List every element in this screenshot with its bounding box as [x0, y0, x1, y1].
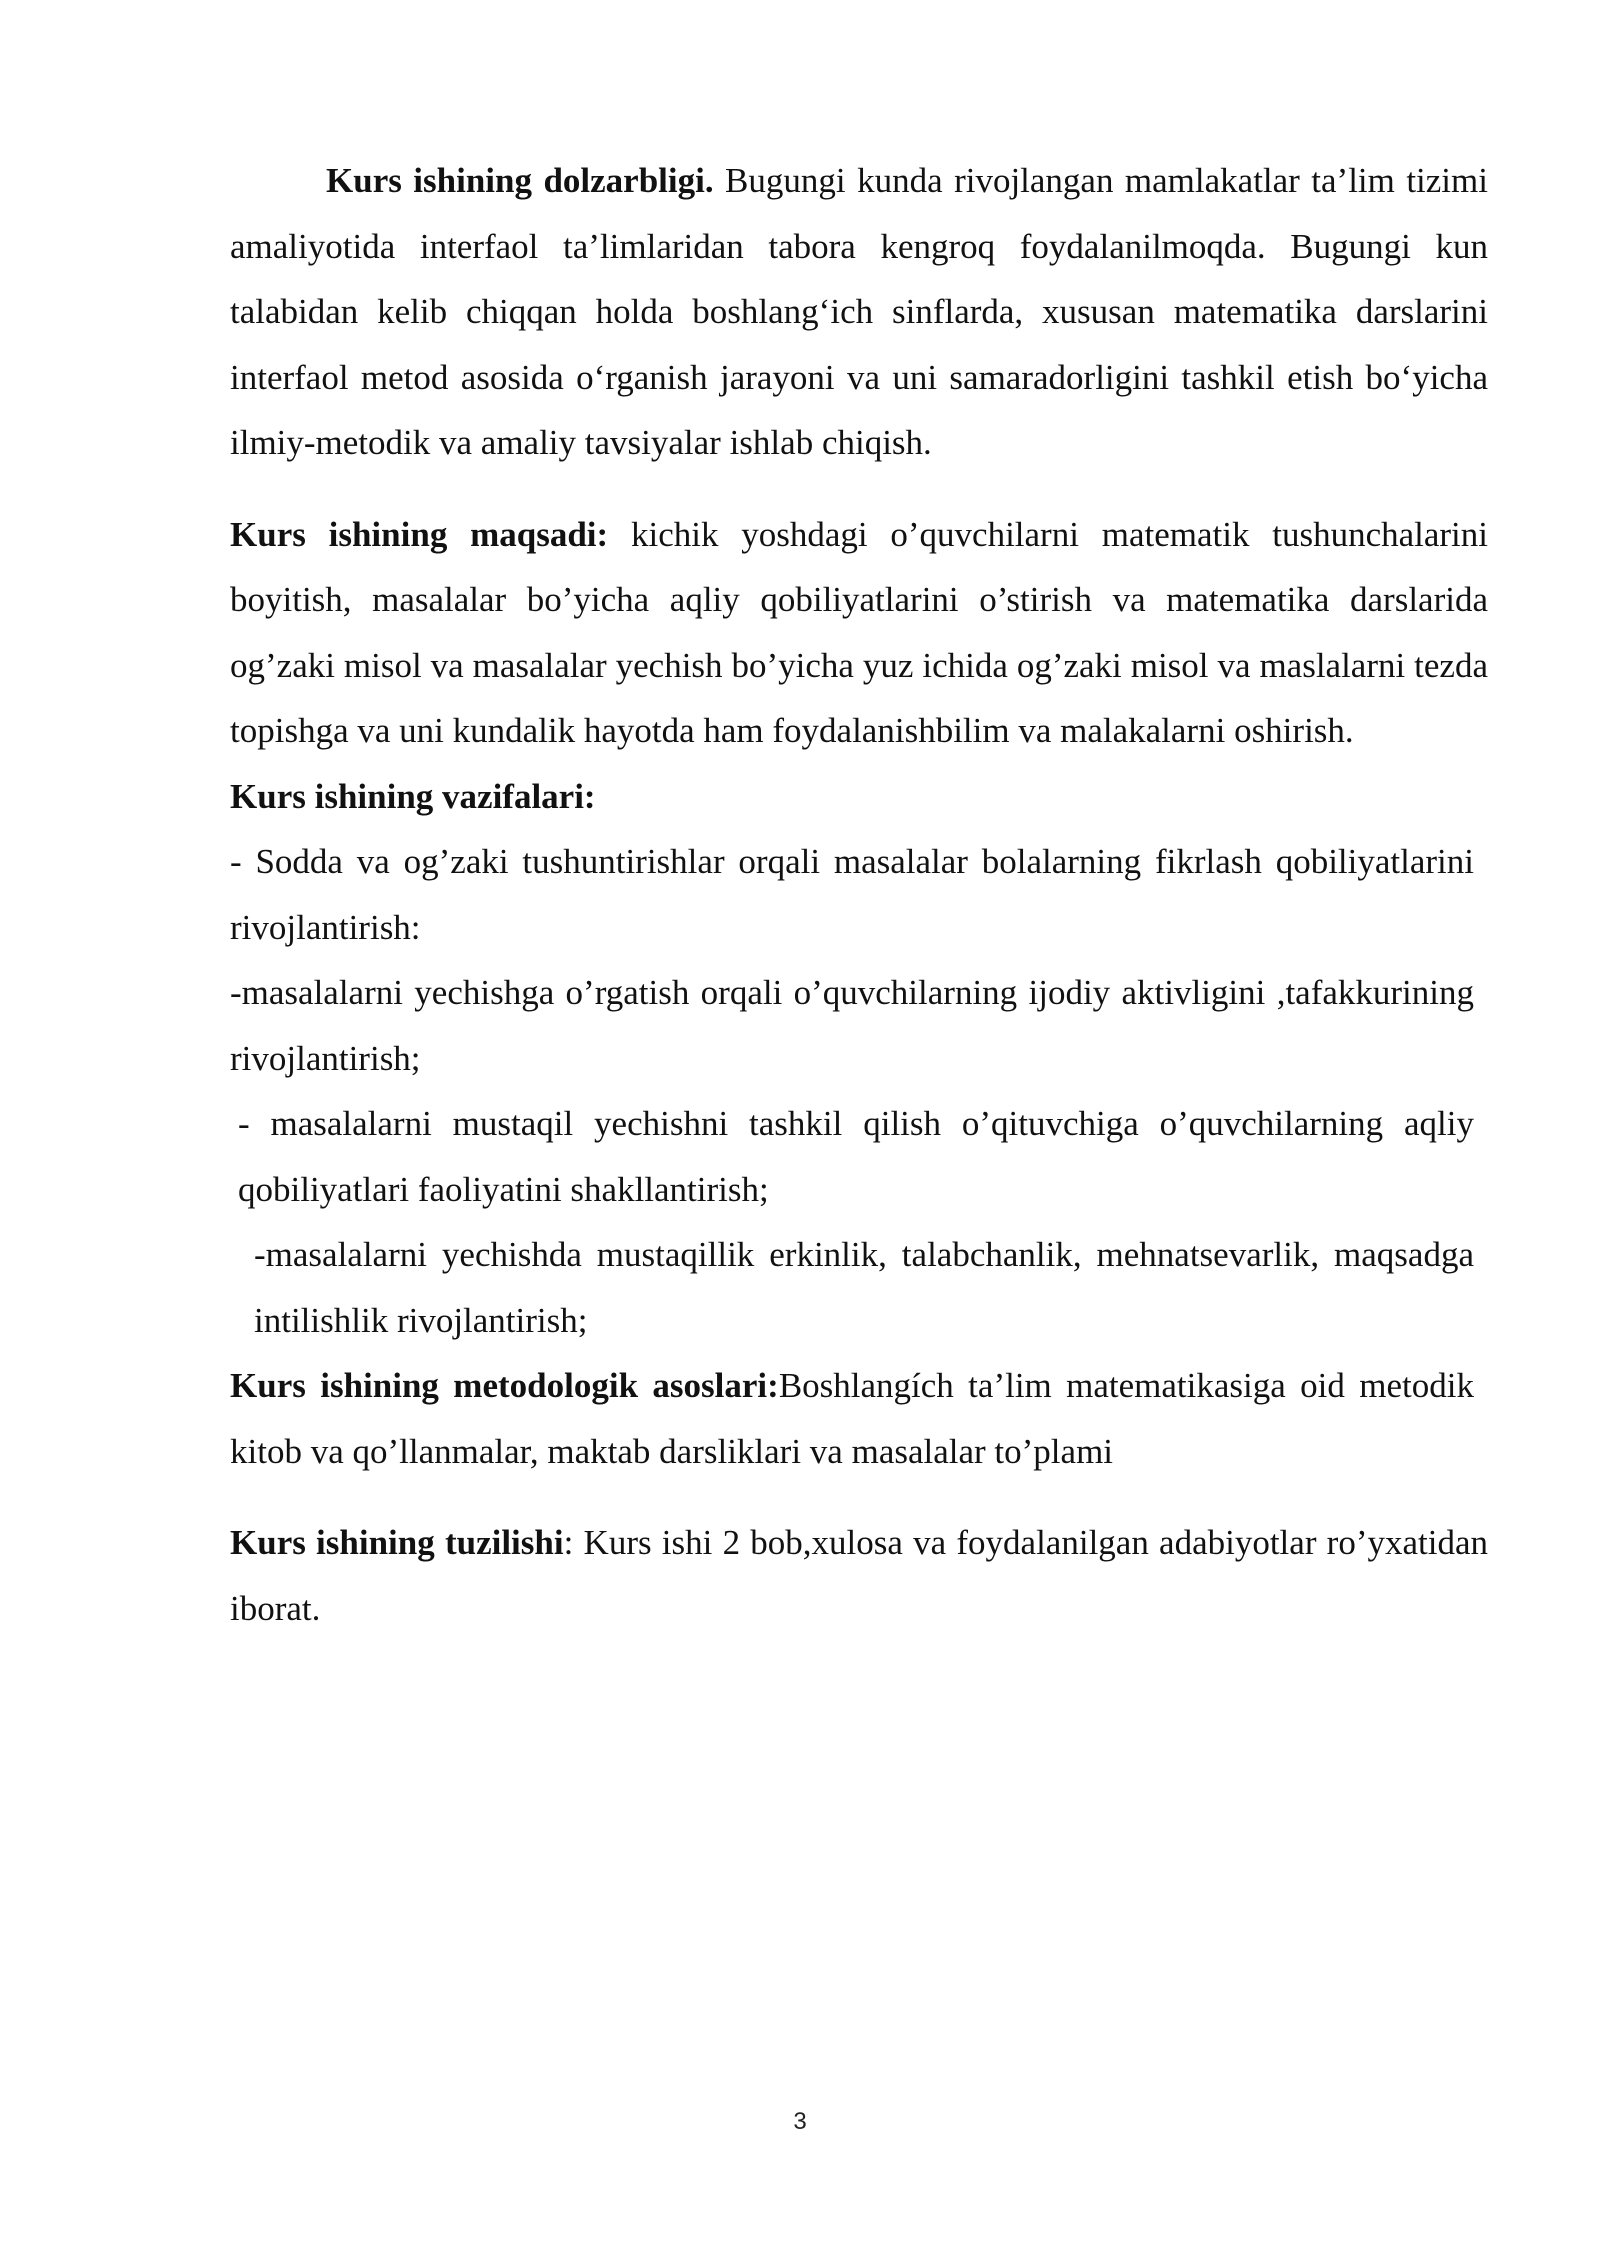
section-tuzilish-heading: Kurs ishining tuzilishi: [230, 1523, 564, 1562]
list-item: - Sodda va og’zaki tushuntirishlar orqali masalalar bolalarning fikrlash qobiliyatlarini rivojlantirish:: [230, 842, 1474, 947]
section-metodologik-body: Boshlangích ta’lim matematikasiga oid metodik kitob va qo’llanmalar, maktab darsliklari va masalalar to’plami: [230, 1366, 1475, 1471]
list-item: - masalalarni mustaqil yechishni tashkil qilish o’qituvchiga o’quvchilarning aqliy qobiliyatlari faoliyatini shakllantirish;: [238, 1104, 1474, 1209]
list-item: -masalalarni yechishda mustaqillik erkinlik, talabchanlik, mehnatsevarlik, maqsadga intilishlik rivojlantirish;: [254, 1235, 1474, 1340]
section-maqsad-heading: Kurs ishining maqsadi:: [230, 514, 609, 554]
section-vazifalar-heading: Kurs ishining vazifalari:: [230, 776, 596, 816]
section-dolzarblik: [230, 148, 1488, 476]
section-metodologik-heading: Kurs ishining metodologik asoslari:: [230, 1366, 779, 1405]
section-maqsad-body: kichik yoshdagi o’quvchilarni matematik tushunchalarini boyitish, masalalar bo’yicha aqliy qobiliyatlarini o’stirish va matematika darslarida og’zaki misol va masalalar yechish bo’yicha yuz ichida og’zaki misol va maslalarni tezda topishga va uni kundalik hayotda ham foydalanishbilim va malakalarni oshirish.: [230, 514, 1488, 750]
section-tuzilish: [230, 1510, 1488, 1641]
section-metodologik: [230, 1353, 1488, 1484]
section-dolzarblik-heading: Kurs ishining dolzarbligi.: [326, 161, 714, 200]
section-tuzilish-body: : Kurs ishi 2 bob,xulosa va foydalanilgan adabiyotlar ro’yxatidan iborat.: [230, 1523, 1489, 1628]
page-number: 3: [793, 2108, 807, 2135]
section-maqsad: [230, 502, 1488, 764]
document-page: [230, 148, 1488, 1641]
section-dolzarblik-body: Bugungi kunda rivojlangan mamlakatlar ta’lim tizimi amaliyotida interfaol ta’limlaridan tabora kengroq foydalanilmoqda. Bugungi kun talabidan kelib chiqqan holda boshlang‘ich sinflarda, xususan matematika darslarini interfaol metod asosida o‘rganish jarayoni va uni samaradorligini tashkil etish bo‘yicha ilmiy-metodik va amaliy tavsiyalar ishlab chiqish.: [230, 161, 1488, 462]
list-item: -masalalarni yechishga o’rgatish orqali o’quvchilarning ijodiy aktivligini ,tafakkurining rivojlantirish;: [230, 973, 1474, 1078]
